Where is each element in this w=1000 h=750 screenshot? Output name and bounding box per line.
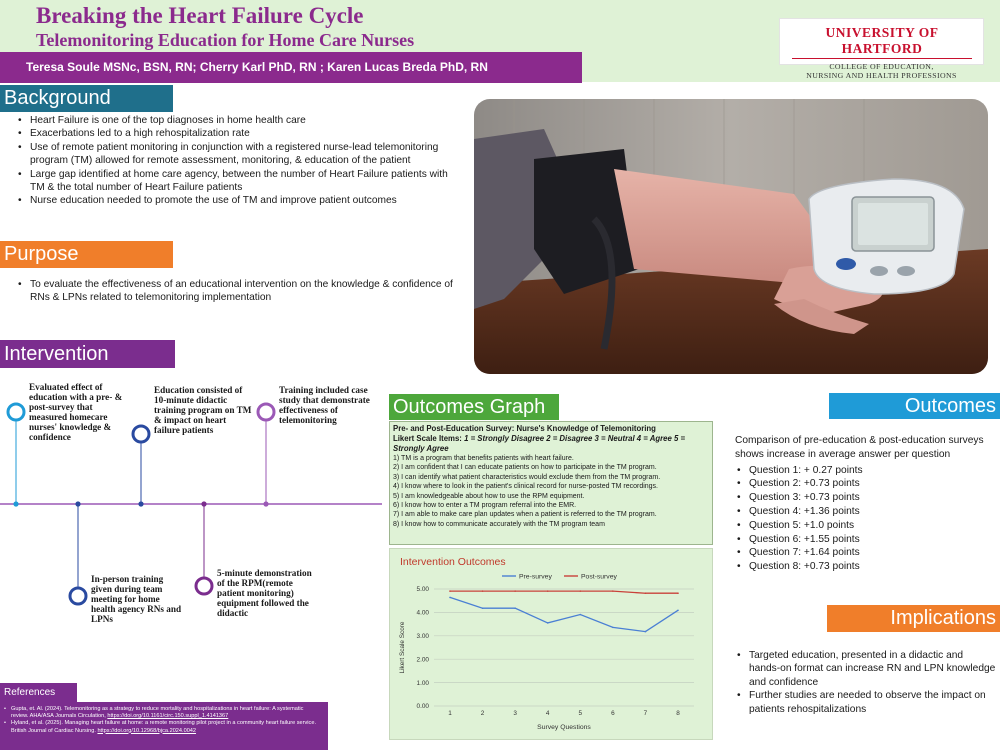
outcome-item: • Question 6: +1.55 points	[735, 533, 990, 547]
outcome-item: • Question 4: +1.36 points	[735, 505, 990, 519]
background-item: • Use of remote patient monitoring in conjunction with a registered nurse-lead telemonitoring program (TM) allowed for remote assessment, monitoring, & education of the patient	[16, 141, 462, 168]
chart-title: Intervention Outcomes	[400, 556, 506, 568]
background-item: • Exacerbations led to a high rehospitalization rate	[16, 127, 462, 140]
data-point	[547, 622, 549, 624]
x-tick-label: 5	[578, 710, 583, 717]
data-point	[677, 592, 679, 594]
authors: Teresa Soule MSNc, BSN, RN; Cherry Karl PhD, RN ; Karen Lucas Breda PhD, RN	[26, 60, 488, 74]
reference-link[interactable]: https://doi.org/10.12968/bjca.2024.0042	[97, 727, 197, 734]
data-point	[579, 590, 581, 592]
y-tick-label: 5.00	[416, 586, 429, 594]
data-point	[645, 631, 647, 633]
x-tick-label: 2	[480, 710, 485, 717]
poster-title: Breaking the Heart Failure Cycle	[36, 3, 364, 28]
survey-item: 4) I know where to look in the patient's clinical record for nurse-posted TM recordings.	[393, 483, 658, 491]
data-point	[449, 590, 451, 592]
timeline-step-1: Evaluated effect of education with a pre- & post-survey that measured homecare nurses' knowledge & confidence	[29, 382, 123, 442]
x-tick-label: 3	[513, 710, 517, 717]
background-item: • Nurse education needed to promote the use of TM and improve patient outcomes	[16, 194, 462, 207]
y-tick-label: 4.00	[416, 609, 429, 617]
references-list	[3, 706, 322, 735]
timeline-milestone	[258, 404, 274, 420]
outcomes-list	[735, 464, 990, 574]
survey-item: 8) I know how to communicate accurately with the TM program team	[393, 520, 605, 528]
survey-item: 3) I can identify what patient characteristics would exclude them from the TM program.	[393, 473, 661, 481]
timeline-dot	[138, 501, 143, 506]
outcome-item: • Question 8: +0.73 points	[735, 560, 990, 574]
x-axis-label: Survey Questions	[537, 724, 591, 731]
outcomes-graph-heading: Outcomes Graph	[389, 394, 559, 420]
implications-list	[735, 649, 997, 716]
survey-box	[389, 421, 713, 545]
x-tick-label: 6	[611, 710, 615, 717]
timeline-step-4: 5-minute demonstration of the RPM(remote patient monitoring) equipment followed the didactic	[217, 568, 312, 618]
timeline-dot	[201, 501, 206, 506]
x-tick-label: 7	[643, 710, 648, 717]
series-line	[450, 597, 678, 631]
outcomes-text	[735, 434, 990, 574]
purpose-list	[16, 278, 462, 305]
logo-college-name: COLLEGE OF EDUCATION, NURSING AND HEALTH PROFESSIONS	[806, 62, 957, 80]
legend-label: Pre-survey	[519, 573, 552, 581]
survey-title: Pre- and Post-Education Survey: Nurse's Knowledge of Telemonitoring	[393, 424, 656, 433]
x-tick-label: 1	[448, 710, 452, 717]
y-tick-label: 2.00	[416, 656, 429, 664]
data-point	[677, 609, 679, 611]
outcome-item: • Question 2: +0.73 points	[735, 477, 990, 491]
timeline-step-2: In-person training given during team meeting for home health agency RNs and LPNs	[91, 574, 182, 624]
reference-link[interactable]: https://doi.org/10.1161/circ.150.suppl_1.4141367	[107, 713, 229, 720]
intervention-outcomes-chart	[389, 548, 713, 740]
poster-subtitle: Telemonitoring Education for Home Care Nurses	[36, 30, 415, 50]
background-heading: Background	[0, 85, 173, 112]
references-box	[0, 702, 328, 750]
implication-item: • Targeted education, presented in a didactic and hands-on format can increase RN and LPN knowledge and confidence	[735, 649, 997, 689]
timeline-dot	[263, 501, 268, 506]
data-point	[482, 590, 484, 592]
background-item: • Large gap identified at home care agency, between the number of Heart Failure patients with TM & the total number of Heart Failure patients	[16, 168, 462, 195]
university-logo	[779, 18, 984, 80]
likert-scale	[393, 434, 709, 454]
data-point	[645, 592, 647, 594]
data-point	[482, 607, 484, 609]
data-point	[612, 590, 614, 592]
y-tick-label: 0.00	[416, 703, 429, 711]
survey-item: 2) I am confident that I can educate patients on how to participate in the TM program.	[393, 464, 657, 472]
background-list	[16, 114, 462, 208]
outcome-item: • Question 3: +0.73 points	[735, 491, 990, 505]
likert-label: Likert Scale Items:	[393, 434, 465, 443]
reference-text: Gupta, et. Al. (2024). Telemonitoring as a strategy to reduce mortality and hospitalizations in heart failure: A systematic review. AHA/ASA Journals Circulation,	[11, 706, 304, 720]
timeline-step-3: Education consisted of 10-minute didactic training program on TM & impact on heart failure patients	[154, 385, 252, 435]
x-tick-label: 8	[676, 710, 680, 717]
timeline-milestone	[196, 578, 212, 594]
survey-item: 7) I am able to make care plan updates when a patient is referred to the TM program.	[393, 511, 657, 519]
x-tick-label: 4	[545, 710, 550, 717]
survey-item: 5) I am knowledgeable about how to use the RPM equipment.	[393, 492, 585, 500]
reference-text: Hyland, et al. (2025). Managing heart failure at home: a remote monitoring pilot project in a community heart failure service. British Journal of Cardiac Nursing.	[11, 720, 317, 734]
outcomes-intro: Comparison of pre-education & post-education surveys shows increase in average answer per question	[735, 435, 984, 460]
outcome-item: • Question 7: +1.64 points	[735, 546, 990, 560]
y-tick-label: 3.00	[416, 633, 429, 640]
survey-item: 1) TM is a program that benefits patients with heart failure.	[393, 455, 574, 462]
data-point	[514, 607, 516, 609]
implications-heading: Implications	[827, 605, 1000, 632]
timeline-dot	[75, 501, 80, 506]
legend-label: Post-survey	[581, 573, 617, 581]
implication-item: • Further studies are needed to observe the impact on patients rehospitalizations	[735, 689, 997, 716]
chart-svg	[390, 549, 714, 741]
references-heading: References	[0, 683, 77, 702]
outcomes-heading: Outcomes	[829, 393, 1000, 419]
data-point	[449, 597, 451, 599]
timeline-milestone	[133, 426, 149, 442]
intervention-timeline	[0, 372, 385, 637]
data-point	[579, 614, 581, 616]
y-axis-label: Likert Scale Score	[399, 621, 406, 674]
data-point	[514, 590, 516, 592]
blood-pressure-illustration	[474, 99, 988, 374]
outcome-item: • Question 5: +1.0 points	[735, 519, 990, 533]
logo-university-name: UNIVERSITY OF HARTFORD	[792, 25, 972, 59]
background-item: • Heart Failure is one of the top diagnoses in home health care	[16, 114, 462, 127]
purpose-heading: Purpose	[0, 241, 173, 268]
reference-item	[3, 720, 322, 734]
survey-item: 6) I know how to enter a TM program referral into the EMR.	[393, 502, 577, 510]
timeline-step-5: Training included case study that demonstrate effectiveness of telemonitoring	[279, 385, 370, 425]
purpose-item: • To evaluate the effectiveness of an educational intervention on the knowledge & confidence of RNs & LPNs related to telemonitoring implementation	[16, 278, 462, 305]
outcome-item: • Question 1: + 0.27 points	[735, 464, 990, 478]
reference-item	[3, 706, 322, 720]
data-point	[547, 590, 549, 592]
data-point	[612, 627, 614, 629]
series-line	[450, 591, 678, 593]
timeline-milestone	[70, 588, 86, 604]
timeline-dot	[13, 501, 18, 506]
survey-items	[393, 454, 709, 529]
blood-pressure-photo	[474, 99, 988, 374]
intervention-heading: Intervention	[0, 340, 175, 368]
timeline-milestone	[8, 404, 24, 420]
y-tick-label: 1.00	[416, 679, 429, 687]
likert-values: 1 = Strongly Disagree 2 = Disagree 3 = Neutral 4 = Agree 5 = Strongly Agree	[393, 434, 686, 453]
